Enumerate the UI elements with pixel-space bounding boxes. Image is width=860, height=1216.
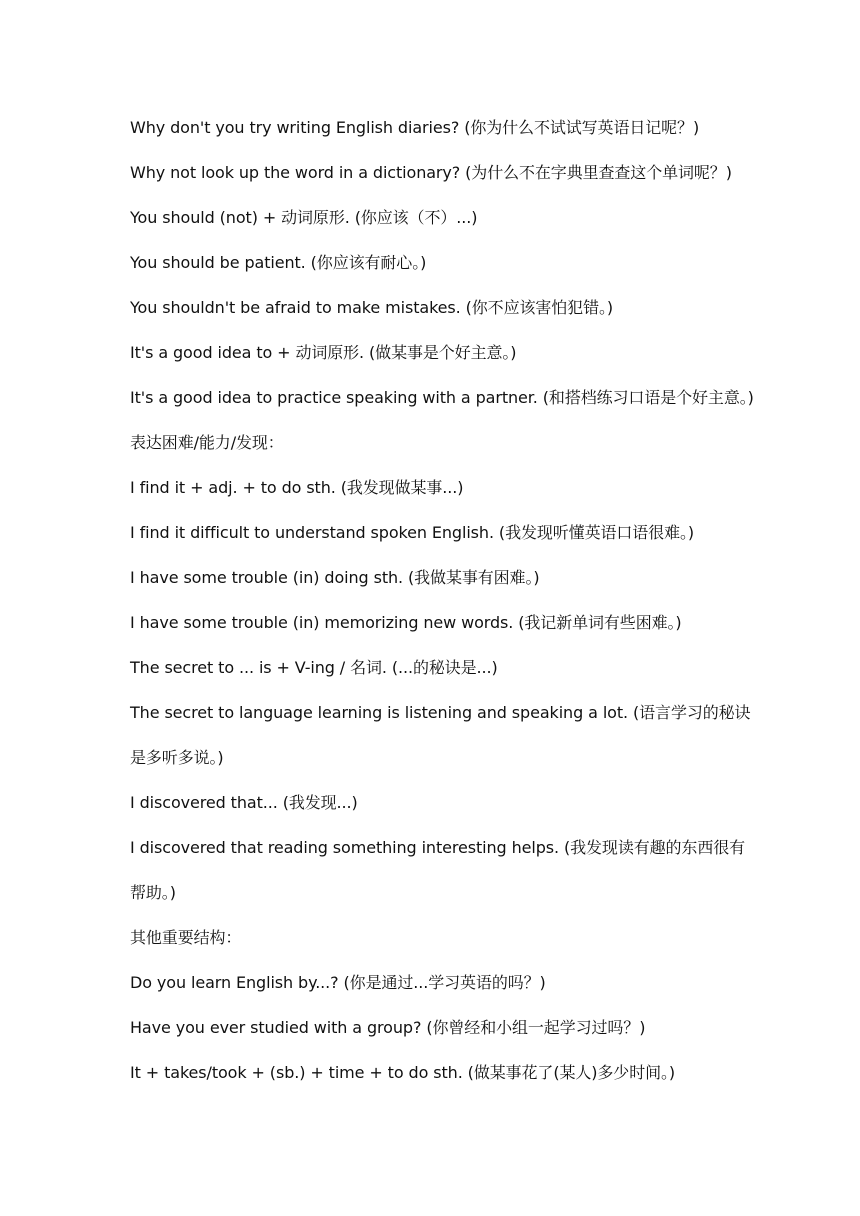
section-heading: 其他重要结构：: [130, 928, 242, 947]
text-line: It's a good idea to practice speaking with a partner. (和搭档练习口语是个好主意。): [130, 388, 754, 407]
text-line: I discovered that reading something interesting helps. (我发现读有趣的东西很有: [130, 838, 746, 857]
text-line: I find it difficult to understand spoken English. (我发现听懂英语口语很难。): [130, 523, 695, 542]
text-line: It's a good idea to + 动词原形. (做某事是个好主意。): [130, 343, 517, 362]
text-line: Do you learn English by...? (你是通过...学习英语的吗？): [130, 973, 546, 992]
text-line: You shouldn't be afraid to make mistakes. (你不应该害怕犯错。): [130, 298, 614, 317]
text-line: You should be patient. (你应该有耐心。): [130, 253, 427, 272]
text-line: I have some trouble (in) doing sth. (我做某事有困难。): [130, 568, 540, 587]
text-line: I find it + adj. + to do sth. (我发现做某事...): [130, 478, 464, 497]
text-line: Have you ever studied with a group? (你曾经和小组一起学习过吗？): [130, 1018, 646, 1037]
text-line: It + takes/took + (sb.) + time + to do sth. (做某事花了(某人)多少时间。): [130, 1063, 676, 1082]
text-line: The secret to ... is + V-ing / 名词. (...的秘诀是...): [130, 658, 498, 677]
text-line: 帮助。): [130, 883, 176, 902]
text-line: I have some trouble (in) memorizing new words. (我记新单词有些困难。): [130, 613, 682, 632]
text-line: 是多听多说。): [130, 748, 224, 767]
document-body: [130, 113, 770, 1103]
text-line: You should (not) + 动词原形. (你应该（不）...): [130, 208, 478, 227]
text-line: The secret to language learning is listening and speaking a lot. (语言学习的秘诀: [130, 703, 751, 722]
text-line: I discovered that... (我发现...): [130, 793, 358, 812]
text-line: Why not look up the word in a dictionary? (为什么不在字典里查查这个单词呢？): [130, 163, 732, 182]
section-heading: 表达困难/能力/发现：: [130, 433, 284, 452]
text-line: Why don't you try writing English diaries? (你为什么不试试写英语日记呢？): [130, 118, 700, 137]
